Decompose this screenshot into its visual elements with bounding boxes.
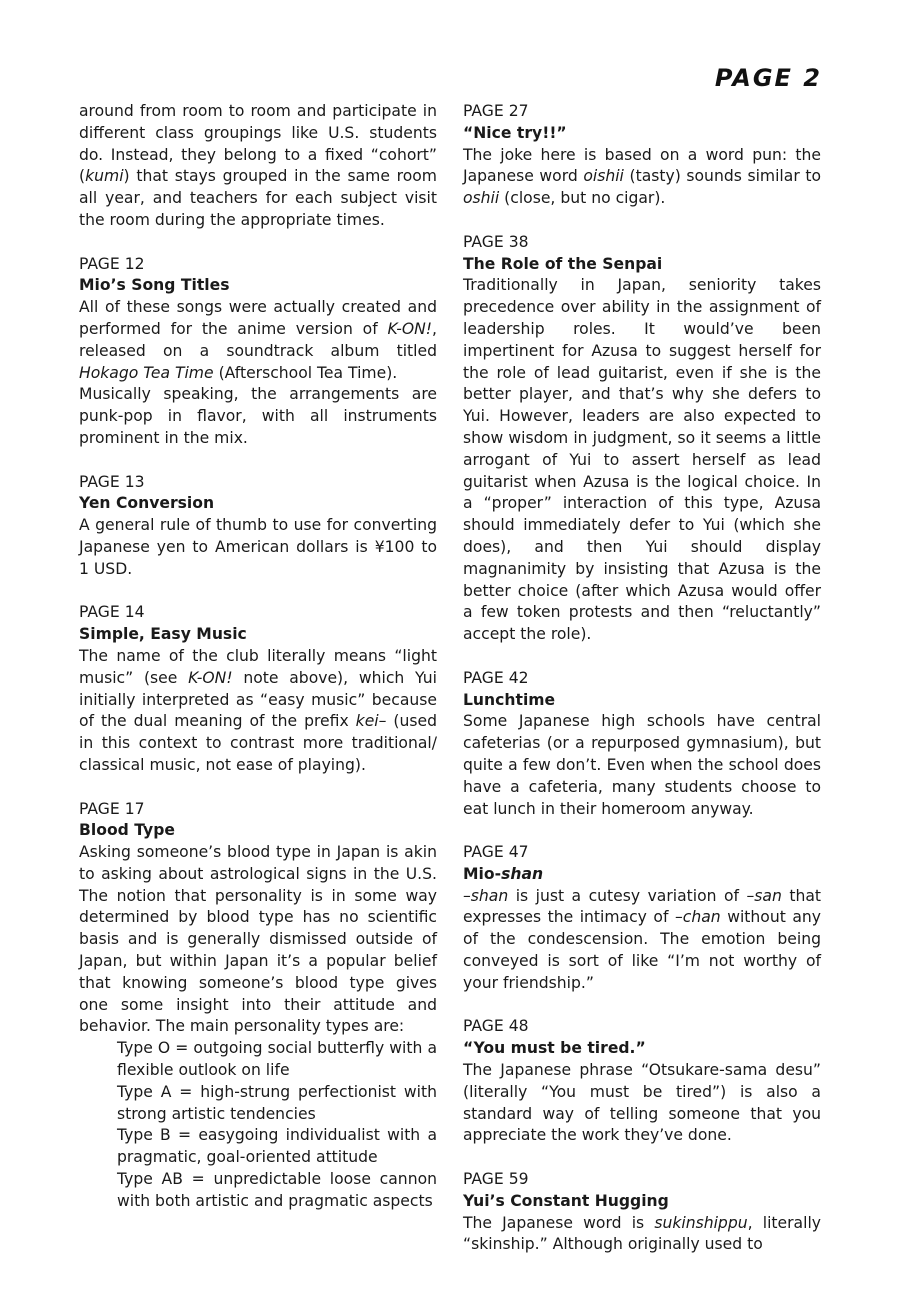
note-section	[79, 602, 437, 776]
text-run: (used in this context to contrast more traditional/ classical music, not ease of playing).	[79, 712, 437, 774]
body-paragraph	[463, 275, 821, 646]
section-heading	[463, 690, 821, 712]
text-run: note above), which Yui initially interpreted as “easy music” because of the dual meaning of the prefix	[79, 668, 437, 731]
note-section	[463, 668, 821, 821]
section-heading	[463, 1038, 821, 1060]
page-reference: PAGE 27	[463, 102, 529, 120]
text-run: , literally “skinship.” Although originally used to	[463, 1213, 821, 1254]
text-run: All of these songs were actually created and performed for the anime version of	[79, 298, 437, 338]
section-heading	[463, 123, 821, 145]
section-heading	[463, 1191, 821, 1213]
page-reference: PAGE 13	[79, 472, 145, 491]
italic-text: oshii	[463, 189, 500, 208]
text-run: Musically speaking, the arrangements are punk-pop in flavor, with all instruments prominent in the mix.	[79, 385, 437, 447]
body-paragraph	[79, 515, 437, 580]
section-heading	[463, 864, 821, 886]
blood-type-item: Type A = high-strung perfectionist with strong artistic tendencies	[117, 1082, 437, 1123]
left-column	[79, 101, 437, 1234]
body-paragraph	[463, 886, 821, 995]
text-run: Traditionally in Japan, seniority takes precedence over ability in the assignment of leadership roles. It would’ve been impertinent for Azusa to suggest herself for the role of lead guitarist, even if she is the better player, and that’s why she defers to Yui. However, leaders are also expected to show wisdom in judgment, so it seems a little arrogant of Yui to assert herself as lead guitarist when Azusa is the logical choice. In a “proper” interaction of this type, Azusa should immediately defer to Yui (which she does), and then Yui should display magnanimity by insisting that Azusa is the better choice (after which Azusa would offer a few token protests and then “reluctantly” accept the role).	[463, 276, 821, 644]
text-run: Simple, Easy Music	[79, 625, 247, 644]
italic-text: K-ON!	[387, 319, 433, 338]
text-run: Yui’s Constant Hugging	[463, 1191, 669, 1210]
text-run: Yen Conversion	[79, 494, 215, 513]
italic-text: –san	[746, 886, 782, 905]
text-run: without any of the condescension. The emotion being conveyed is sort of like “I’m not worthy of your friendship.”	[463, 908, 822, 992]
text-run: The Role of the Senpai	[463, 254, 663, 273]
text-run: “Nice try!!”	[463, 123, 567, 142]
body-paragraph	[79, 297, 437, 384]
text-run: (close, but no cigar).	[499, 189, 666, 208]
text-run: ) that stays grouped in the same room all year, and teachers for each subject visit the room during the appropriate times.	[79, 167, 437, 229]
italic-text: kei–	[355, 712, 387, 731]
page-reference: PAGE 47	[463, 843, 529, 862]
body-paragraph	[463, 145, 821, 210]
body-paragraph	[463, 1213, 821, 1257]
text-run: Blood Type	[79, 821, 175, 840]
text-run: The Japanese phrase “Otsukare-sama desu” (literally “You must be tired”) is also a standard way of telling someone that you appreciate the work they’ve done.	[463, 1061, 821, 1145]
blood-type-item: Type O = outgoing social butterfly with a flexible outlook on life	[117, 1039, 437, 1080]
text-run: around from room to room and participate in different class groupings like U.S. students do. Instead, they belong to a fixed “cohort” (	[79, 102, 437, 186]
page-reference: PAGE 17	[79, 799, 145, 818]
text-run: Some Japanese high schools have central cafeterias (or a repurposed gymnasium), but quite a few don’t. Even when the school does have a cafeteria, many students choose to eat lunch in their homeroom anyway.	[463, 712, 821, 818]
italic-text: Hokago Tea Time	[79, 363, 214, 382]
note-section	[463, 1016, 821, 1147]
right-column	[463, 101, 821, 1278]
body-paragraph	[79, 842, 437, 1038]
page-reference: PAGE 14	[79, 603, 145, 622]
note-section	[79, 472, 437, 581]
right-sections	[463, 101, 821, 1256]
page-reference: PAGE 48	[463, 1017, 529, 1036]
section-heading	[79, 493, 437, 515]
note-section	[463, 842, 821, 995]
text-run: Asking someone’s blood type in Japan is akin to asking about astrological signs in the U.S. The notion that personality is in some way determined by blood type has no scientific basis and is generally dismissed outside of Japan, but within Japan it’s a popular belief that knowing someone’s blood type gives one some insight into their attitude and behavior. The main personality types are:	[79, 843, 437, 1036]
text-run: The joke here is based on a word pun: the Japanese word	[463, 145, 821, 186]
text-run: that expresses the intimacy of	[463, 886, 821, 927]
text-run: Lunchtime	[463, 690, 556, 709]
note-section	[79, 799, 437, 1213]
text-run: , released on a soundtrack album titled	[79, 319, 437, 360]
italic-text: oishii	[583, 167, 624, 186]
text-run: Mio’s Song Titles	[79, 276, 230, 295]
body-paragraph	[463, 1060, 821, 1147]
page-marker: PAGE 2	[714, 64, 822, 92]
blood-type-item: Type B = easygoing individualist with a pragmatic, goal-oriented attitude	[117, 1126, 437, 1167]
italic-text: –shan	[463, 886, 509, 905]
text-run: The Japanese word is	[463, 1213, 655, 1232]
text-run: (tasty) sounds similar to	[623, 167, 821, 186]
section-heading	[79, 624, 437, 646]
italic-text: kumi	[85, 167, 124, 186]
page-reference: PAGE 42	[463, 668, 529, 687]
note-section	[79, 254, 437, 450]
italic-text: shan	[501, 864, 544, 883]
text-run: is just a cutesy variation of	[508, 886, 747, 905]
body-paragraph	[79, 646, 437, 777]
italic-text: sukinshippu	[654, 1213, 748, 1232]
page-reference: PAGE 12	[79, 254, 145, 273]
text-run: The name of the club literally means “light music” (see	[79, 646, 437, 687]
text-run: “You must be tired.”	[463, 1039, 646, 1058]
note-section	[463, 101, 821, 210]
note-section	[463, 1169, 821, 1256]
body-paragraph	[463, 711, 821, 820]
text-run: (Afterschool Tea Time).	[213, 363, 398, 382]
left-sections	[79, 254, 437, 1213]
page-reference: PAGE 59	[463, 1170, 529, 1189]
intro-paragraph	[79, 101, 437, 232]
section-heading	[79, 820, 437, 842]
note-section	[463, 232, 821, 646]
italic-text: –chan	[674, 908, 721, 927]
italic-text: K-ON!	[188, 668, 233, 687]
section-heading	[463, 254, 821, 276]
text-run: A general rule of thumb to use for converting Japanese yen to American dollars is ¥100 to 1 USD.	[79, 516, 437, 578]
body-paragraph	[79, 384, 437, 449]
section-heading	[79, 275, 437, 297]
blood-type-item: Type AB = unpredictable loose cannon with both artistic and pragmatic aspects	[117, 1170, 437, 1210]
page-reference: PAGE 38	[463, 232, 529, 251]
text-run: Mio-	[463, 864, 502, 883]
